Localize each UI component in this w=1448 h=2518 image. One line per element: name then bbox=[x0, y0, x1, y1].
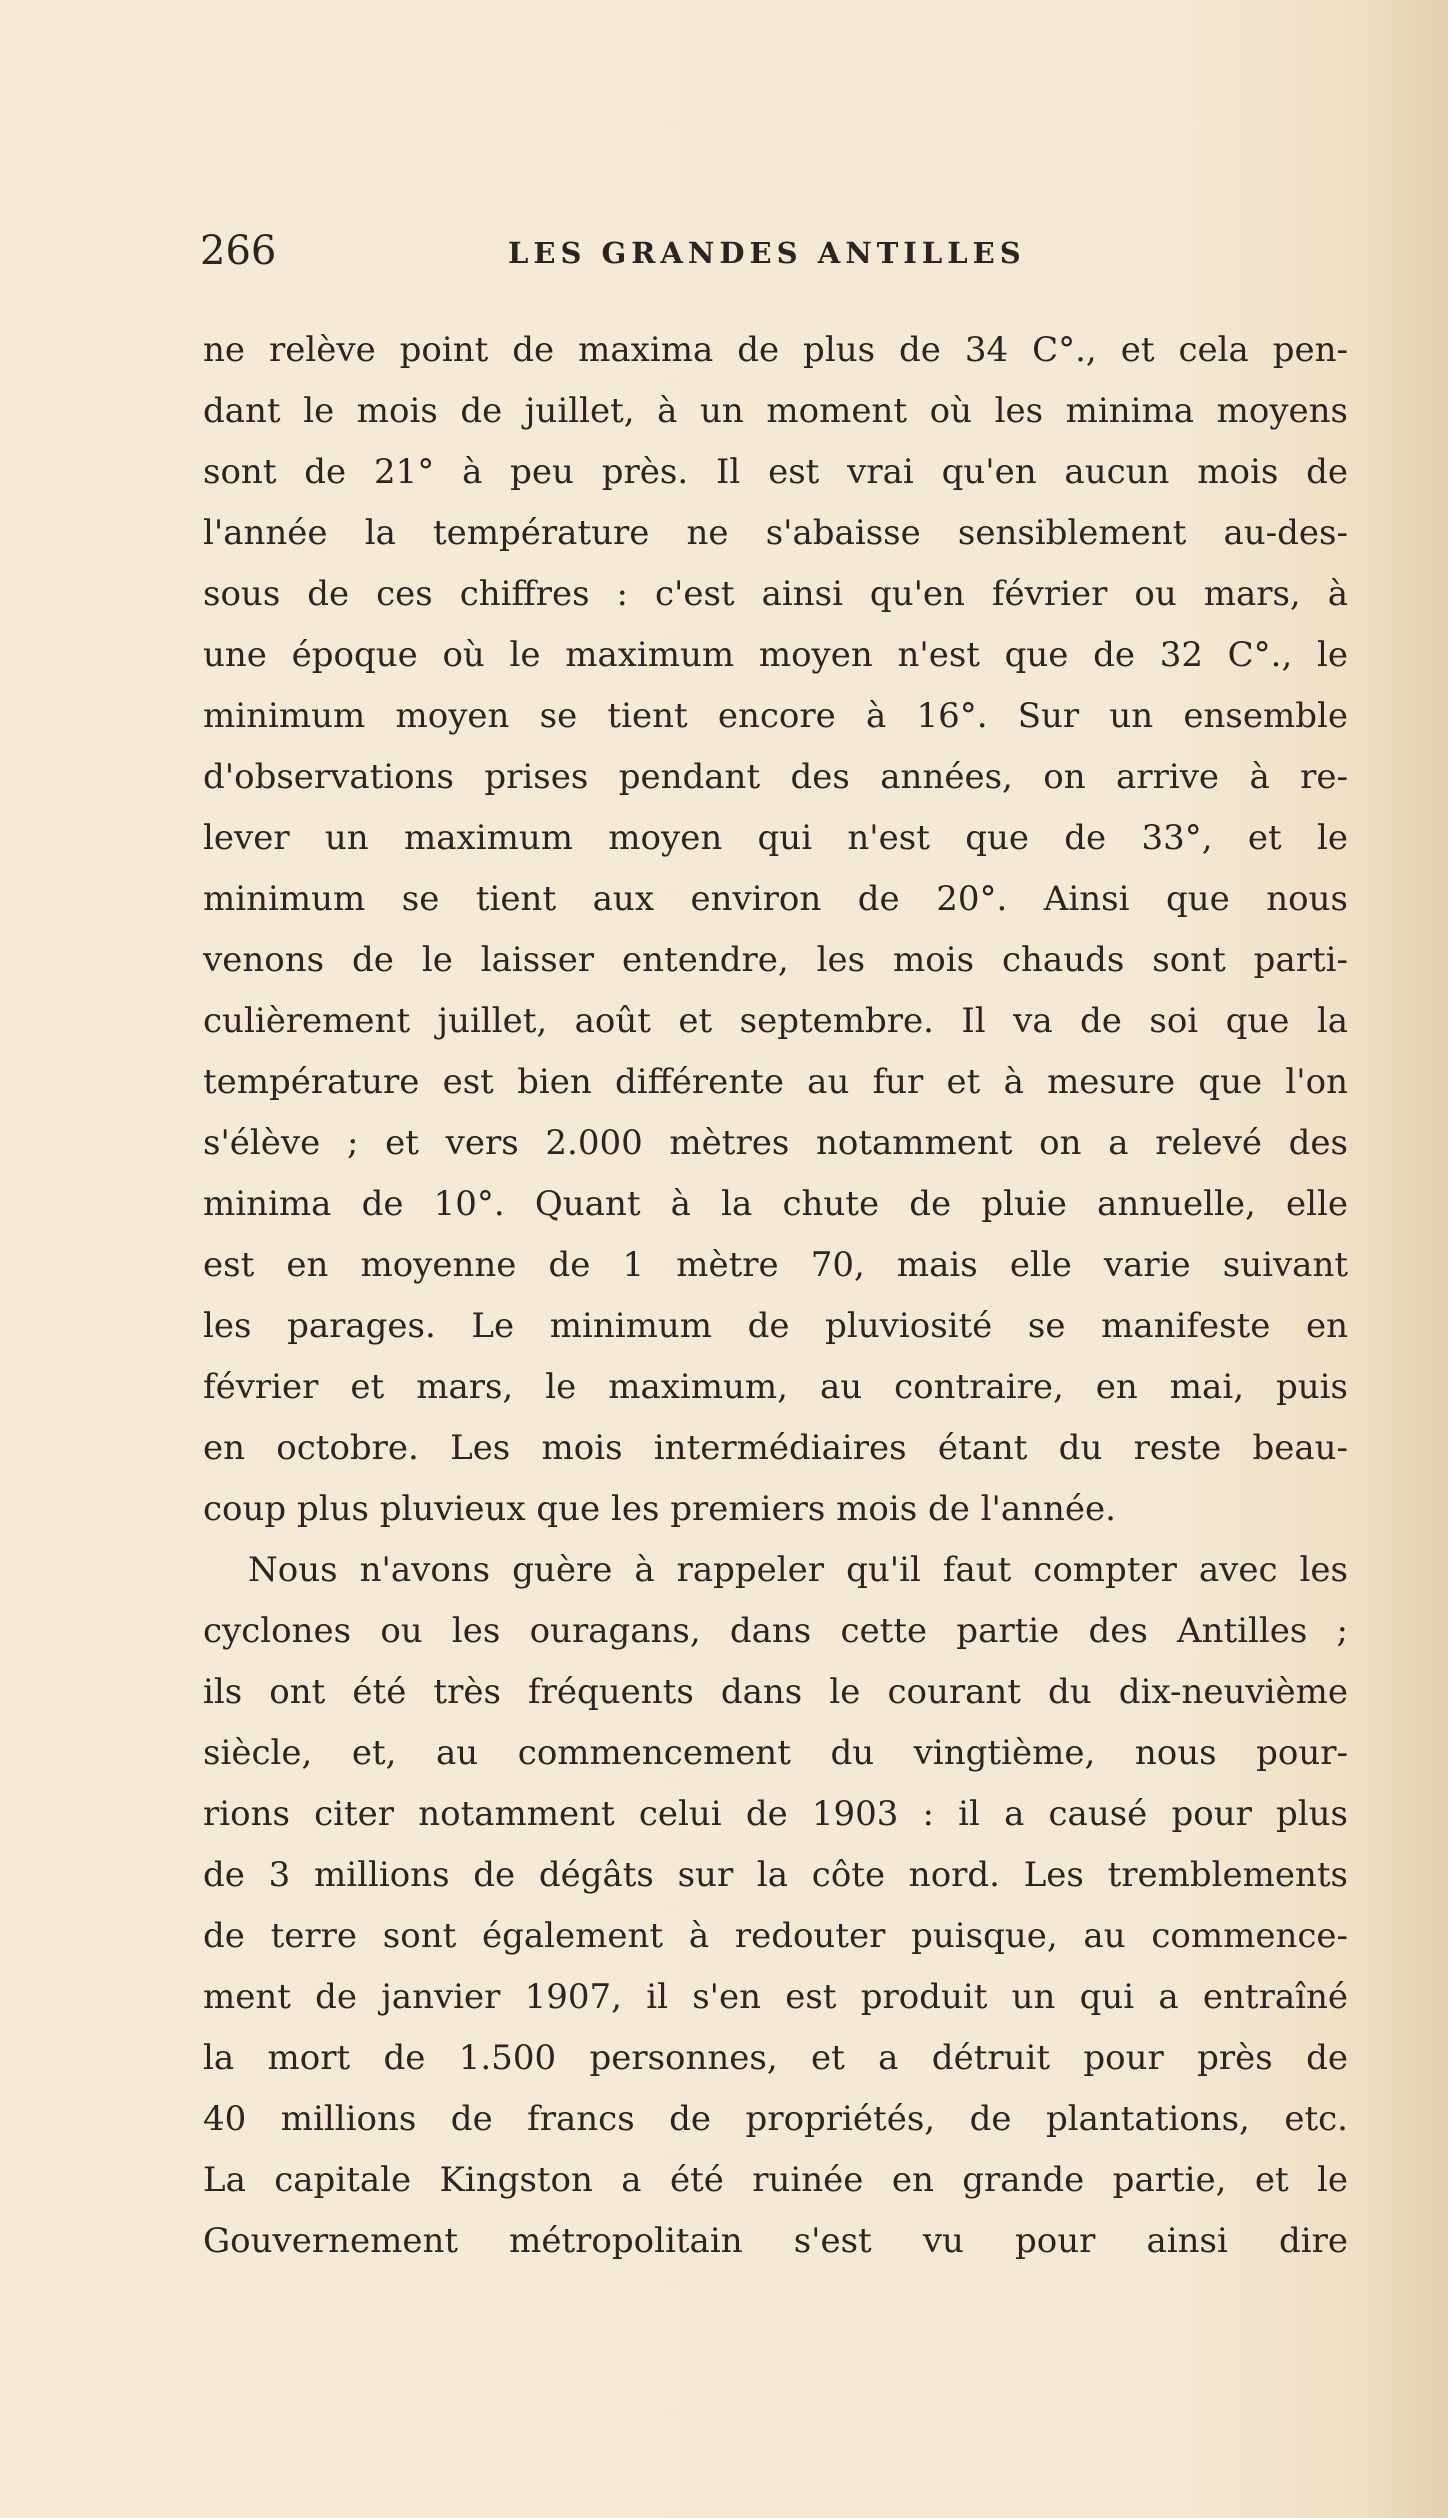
text-line: température est bien différente au fur et à mesure que l'on bbox=[203, 1062, 1348, 1102]
running-title: LES GRANDES ANTILLES bbox=[508, 236, 1026, 270]
text-line: s'élève ; et vers 2.000 mètres notamment on a relevé des bbox=[203, 1123, 1348, 1163]
text-line: minima de 10°. Quant à la chute de pluie annuelle, elle bbox=[203, 1184, 1348, 1224]
text-line: février et mars, le maximum, au contraire, en mai, puis bbox=[203, 1367, 1348, 1407]
text-line: les parages. Le minimum de pluviosité se manifeste en bbox=[203, 1306, 1348, 1346]
text-line: cyclones ou les ouragans, dans cette partie des Antilles ; bbox=[203, 1611, 1348, 1651]
text-line: venons de le laisser entendre, les mois chauds sont parti- bbox=[203, 940, 1348, 980]
text-line: ment de janvier 1907, il s'en est produit un qui a entraîné bbox=[203, 1977, 1348, 2017]
text-line: coup plus pluvieux que les premiers mois de l'année. bbox=[203, 1489, 1116, 1529]
text-line: La capitale Kingston a été ruinée en grande partie, et le bbox=[203, 2160, 1348, 2200]
text-line: sont de 21° à peu près. Il est vrai qu'en aucun mois de bbox=[203, 452, 1348, 492]
text-line: est en moyenne de 1 mètre 70, mais elle varie suivant bbox=[203, 1245, 1348, 1285]
page-number: 266 bbox=[200, 228, 277, 274]
text-line: ils ont été très fréquents dans le courant du dix-neuvième bbox=[203, 1672, 1348, 1712]
text-line: Gouvernement métropolitain s'est vu pour ainsi dire bbox=[203, 2221, 1348, 2261]
body-text bbox=[203, 320, 1348, 2272]
text-line: sous de ces chiffres : c'est ainsi qu'en février ou mars, à bbox=[203, 574, 1348, 614]
text-line: minimum moyen se tient encore à 16°. Sur un ensemble bbox=[203, 696, 1348, 736]
text-line: en octobre. Les mois intermédiaires étant du reste beau- bbox=[203, 1428, 1348, 1468]
text-line: minimum se tient aux environ de 20°. Ainsi que nous bbox=[203, 879, 1348, 919]
text-line: de 3 millions de dégâts sur la côte nord. Les tremblements bbox=[203, 1855, 1348, 1895]
text-line: l'année la température ne s'abaisse sensiblement au-des- bbox=[203, 513, 1348, 553]
page-header bbox=[200, 226, 1350, 276]
text-line: Nous n'avons guère à rappeler qu'il faut compter avec les bbox=[248, 1550, 1348, 1590]
text-line: la mort de 1.500 personnes, et a détruit pour près de bbox=[203, 2038, 1348, 2078]
text-line: de terre sont également à redouter puisque, au commence- bbox=[203, 1916, 1348, 1956]
text-line: d'observations prises pendant des années, on arrive à re- bbox=[203, 757, 1348, 797]
text-line: lever un maximum moyen qui n'est que de 33°, et le bbox=[203, 818, 1348, 858]
text-line: culièrement juillet, août et septembre. Il va de soi que la bbox=[203, 1001, 1348, 1041]
text-line: 40 millions de francs de propriétés, de plantations, etc. bbox=[203, 2099, 1348, 2139]
text-line: rions citer notamment celui de 1903 : il a causé pour plus bbox=[203, 1794, 1348, 1834]
text-line: ne relève point de maxima de plus de 34 C°., et cela pen- bbox=[203, 330, 1348, 370]
text-line: siècle, et, au commencement du vingtième, nous pour- bbox=[203, 1733, 1348, 1773]
text-line: une époque où le maximum moyen n'est que de 32 C°., le bbox=[203, 635, 1348, 675]
text-line: dant le mois de juillet, à un moment où les minima moyens bbox=[203, 391, 1348, 431]
